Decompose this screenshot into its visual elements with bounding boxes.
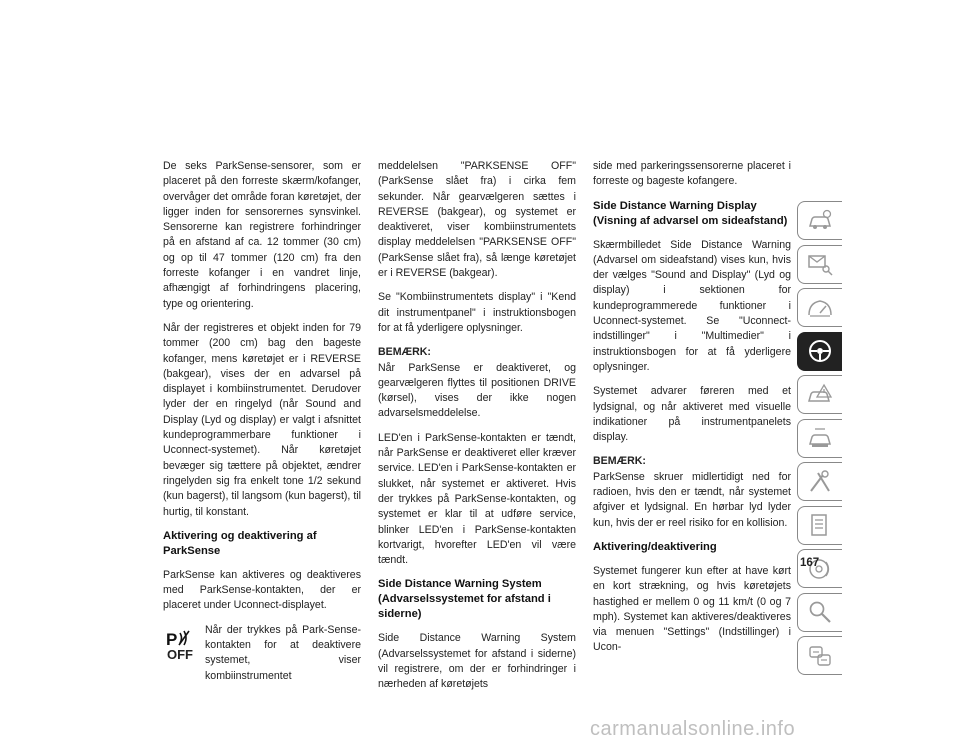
tab-tools[interactable]: [797, 462, 842, 501]
note-label: BEMÆRK:: [378, 346, 431, 359]
paragraph: side med parkeringssensorerne placeret i forreste og bageste kofangere.: [593, 160, 791, 188]
car-info-icon: [806, 208, 834, 234]
tab-search[interactable]: [797, 593, 842, 632]
paragraph: Når der registreres et objekt inden for 79 tommer (200 cm) bag den bageste kofanger, mens køretøjet er i REVERSE (bakgear), vises der en advarsel på displayet i kombiinstrumentet. Derudover lyder der en ringelyd (når Sound and Display (Lyd og display) er valgt i afsnittet kundeprogrammerbare funktioner i Uconnect-systemet). Når køretøjet bevæger sig tættere på objektet, ændrer ringelyden sig fra enkelt tone 1/2 sekund (kun bagerst), til langsom (kun bagerst), til hurtig, til konstant.: [163, 321, 361, 518]
parksense-off-label: OFF: [167, 646, 193, 662]
page-number: 167: [800, 557, 820, 569]
parksense-off-icon: [163, 623, 197, 693]
language-icon: [806, 643, 834, 669]
note-text: Når ParkSense er deaktiveret, og gearvælgeren flyttes til positionen DRIVE (kørsel), vises der ikke nogen advarselsmeddelelse.: [378, 361, 576, 420]
tab-car-service[interactable]: [797, 419, 842, 458]
paragraph: ParkSense kan aktiveres og deaktiveres med ParkSense-kontakten, der er placeret under Uconnect-displayet.: [163, 568, 361, 612]
section-heading: Aktivering og deaktivering af ParkSense: [163, 529, 317, 557]
tools-icon: [806, 469, 834, 495]
car-service-icon: [806, 425, 834, 451]
paragraph: Systemet advarer føreren med et lydsignal, og når aktiveret med visuelle indikationer på instrumentpanelets display.: [593, 385, 791, 444]
text-column-2: [378, 159, 576, 702]
specifications-icon: [806, 512, 834, 538]
note: [593, 454, 791, 530]
watermark: carmanualsonline.info: [590, 718, 796, 740]
dashboard-gauge-icon: [806, 295, 834, 321]
paragraph: Side Distance Warning System (Advarselssystemet for afstand i siderne) vil registrere, om der er forhindringer i nærheden af køretøjets: [378, 632, 576, 691]
chapter-tabs: [797, 201, 845, 680]
tab-dashboard[interactable]: [797, 288, 842, 327]
search-icon: [806, 599, 834, 625]
paragraph: Skærmbilledet Side Distance Warning (Advarsel om sideafstand) vises kun, hvis der vælges "Sound and Display" (Lyd og display) i sektionen for kundeprogrammerede funktioner i Uconnect-systemet. Se "Uconnect-indstillinger" i "Multimedier" i instruktionsbogen for at få yderligere oplysninger.: [593, 238, 791, 373]
paragraph: meddelelsen "PARKSENSE OFF" (ParkSense slået fra) i cirka fem sekunder. Når gearvælgeren sættes i REVERSE (bakgear), og systemet er deaktiveret, viser kombiinstrumentets display meddelelsen "PARKSENSE OFF" (ParkSense slået fra), så længe køretøjet er i REVERSE (bakgear).: [378, 160, 576, 280]
note-label: BEMÆRK:: [593, 455, 646, 468]
tab-car-info[interactable]: [797, 201, 842, 240]
envelope-key-icon: [806, 251, 834, 277]
paragraph: LED'en i ParkSense-kontakten er tændt, når ParkSense er deaktiveret eller kræver service. LED'en i ParkSense-kontakten er slukket, når systemet er aktiveret. Hvis der trykkes på ParkSense-kontakten, og systemet er klar til at udføre service, blinker LED'en i ParkSense-kontakten kortvarigt, hvorefter LED'en vil være tændt.: [378, 431, 576, 567]
tab-envelope-key[interactable]: [797, 245, 842, 284]
paragraph: Systemet fungerer kun efter at have kørt en kort strækning, og hvis køretøjets hastighed er mellem 0 og 11 km/t (0 og 7 mph). Systemet kan aktiveres/deaktiveres via menuen "Settings" (Indstillinger) i Ucon-: [593, 564, 791, 654]
paragraph: De seks ParkSense-sensorer, som er placeret på den forreste skærm/kofanger, overvåger det område foran køretøjet, der ligger inden for sensorernes synsvinkel. Sensorerne kan registrere forhindringer på en afstand af ca. 12 tommer (30 cm) og op til 47 tommer (120 cm) fra den forreste kofanger i en vandret linje, afhængigt af forhindringens placering, type og orientering.: [163, 160, 361, 310]
paragraph: Når der trykkes på Park-Sense-kontakten for at deaktivere systemet, viser kombiinstrumentet: [205, 623, 361, 682]
note: [378, 345, 576, 421]
text-column-3: [593, 159, 791, 665]
car-warning-icon: [806, 382, 834, 408]
steering-wheel-icon: [806, 338, 834, 364]
parksense-off-note: [163, 623, 361, 693]
paragraph: Se "Kombiinstrumentets display" i "Kend dit instrumentpanel" i instruktionsbogen for at få yderligere oplysninger.: [378, 291, 576, 334]
tab-language[interactable]: [797, 636, 842, 675]
note-text: ParkSense skruer midlertidigt ned for radioen, hvis den er tændt, når systemet afgiver et lydsignal. En hørbar lyd lyder kun, hvis der er reel risiko for en kollision.: [593, 470, 791, 529]
tab-steering-wheel[interactable]: [797, 332, 842, 371]
tab-car-warning[interactable]: [797, 375, 842, 414]
svg-text:P: P: [166, 629, 178, 647]
section-heading: Aktivering/deaktivering: [593, 540, 717, 553]
section-heading: Side Distance Warning Display (Visning af advarsel om sideafstand): [593, 199, 788, 227]
tab-specifications[interactable]: [797, 506, 842, 545]
section-heading: Side Distance Warning System (Advarselssystemet for afstand i siderne): [378, 578, 551, 621]
text-column-1: [163, 159, 361, 693]
